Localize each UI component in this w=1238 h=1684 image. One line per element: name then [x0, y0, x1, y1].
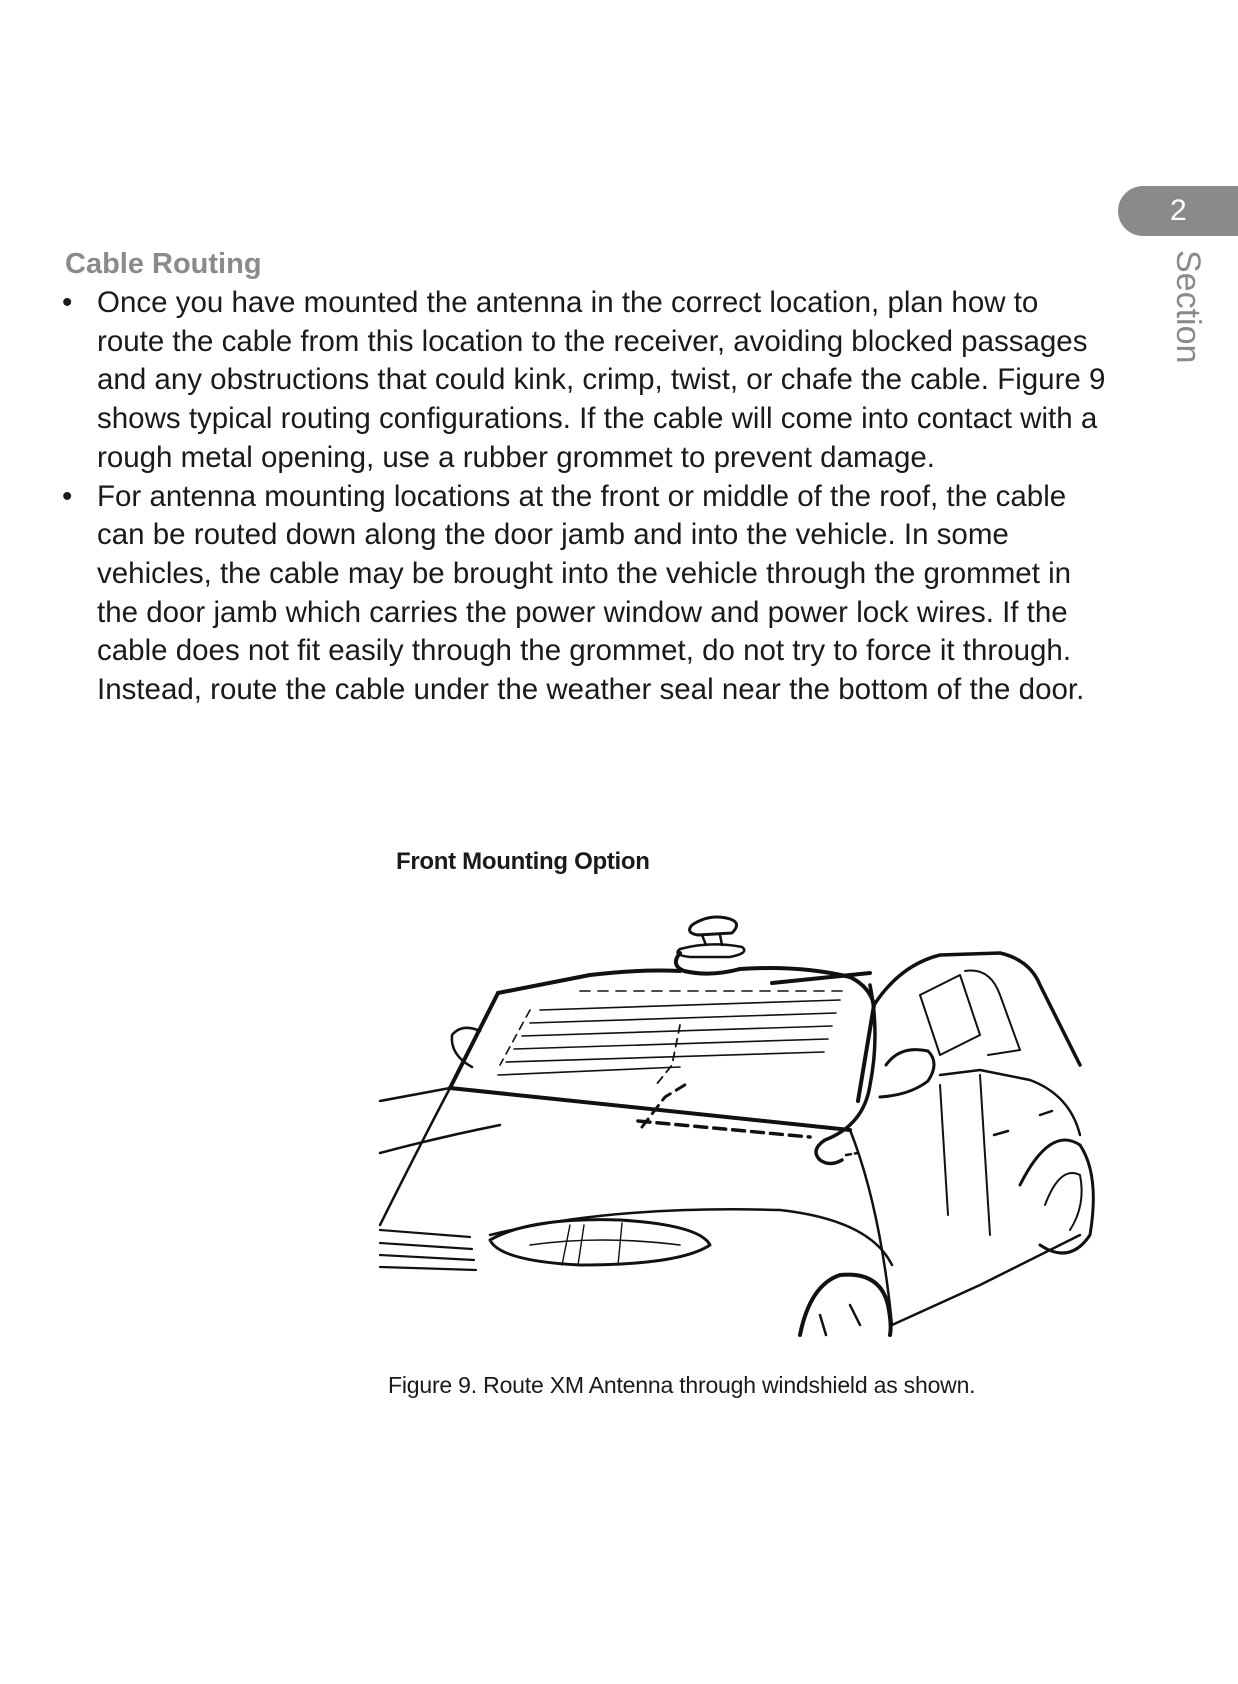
- list-item-text: Once you have mounted the antenna in the correct location, plan how to route the cable from this location to the receiver, avoiding blocked passages and any obstructions that could kink, crimp, twist, or chafe the cable. Figure 9 shows typical routing configurations. If the cable will come into contact with a rough metal opening, use a rubber grommet to prevent damage.: [97, 286, 1106, 474]
- car-illustration: [380, 905, 1100, 1335]
- section-number: 2: [1170, 194, 1187, 227]
- bullet-icon: •: [62, 479, 73, 513]
- list-item-text: For antenna mounting locations at the front or middle of the roof, the cable can be routed down along the door jamb and into the vehicle. In some vehicles, the cable may be brought into the vehicle through the grommet in the door jamb which carries the power window and power lock wires. If the cable does not fit easily through the grommet, do not try to force it through. Instead, route the cable under the weather seal near the bottom of the door.: [97, 479, 1085, 707]
- antenna-icon: [690, 917, 737, 935]
- instruction-list: [62, 284, 1107, 710]
- figure-title: Front Mounting Option: [396, 848, 650, 875]
- section-label: Section: [1169, 250, 1207, 364]
- list-item: [62, 284, 1107, 478]
- section-heading: Cable Routing: [65, 248, 262, 280]
- list-item: [62, 478, 1107, 710]
- figure-caption: Figure 9. Route XM Antenna through windshield as shown.: [388, 1372, 976, 1398]
- bullet-icon: •: [62, 286, 73, 319]
